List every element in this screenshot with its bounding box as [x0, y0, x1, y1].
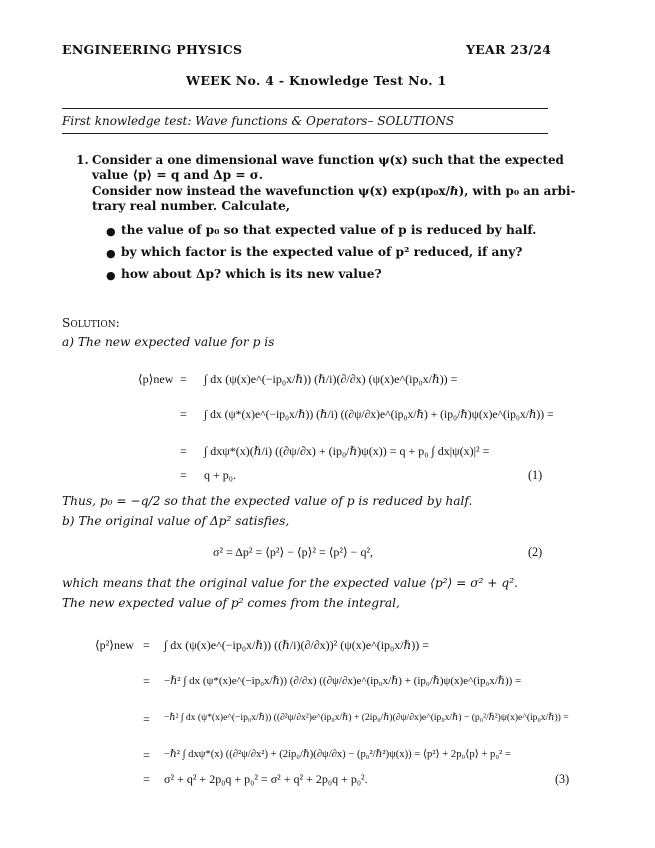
eq1-line-2: ∫ dx (ψ*(x)e^(−ip₀x/ℏ)) (ℏ/i) ((∂ψ/∂x)e^(ip₀x/ℏ) + (ip₀/ℏ)ψ(x)e^(ip₀x/ℏ)) = — [204, 408, 554, 421]
equals-sign: = — [143, 748, 150, 762]
academic-year: YEAR 23/24 — [466, 42, 552, 57]
equals-sign: = — [180, 468, 187, 482]
eq1-number: (1) — [528, 468, 543, 482]
bullet-icon: ● — [106, 225, 116, 238]
equals-sign: = — [143, 772, 150, 786]
bullet-icon: ● — [106, 269, 116, 282]
equals-sign: = — [143, 712, 150, 726]
subtitle: First knowledge test: Wave functions & Operators– SOLUTIONS — [62, 114, 455, 128]
question-bullet-3: how about Δp? which is its new value? — [121, 267, 382, 281]
question-number: 1. — [76, 153, 89, 167]
equals-sign: = — [143, 674, 150, 688]
eq3-line-5: σ² + q² + 2p₀q + p₀² = σ² + q² + 2p₀q + p₀². — [164, 772, 368, 786]
course-title: ENGINEERING PHYSICS — [62, 42, 243, 57]
eq2-number: (2) — [528, 545, 543, 559]
solution-part-a: a) The new expected value for p is — [62, 335, 275, 349]
equals-sign: = — [180, 444, 187, 458]
eq1-line-3: ∫ dxψ*(x)(ℏ/i) ((∂ψ/∂x) + (ip₀/ℏ)ψ(x)) = q + p₀ ∫ dx|ψ(x)|² = — [204, 444, 490, 458]
eq1-line-4: q + p₀. — [204, 468, 236, 482]
question-bullet-1: the value of p₀ so that expected value of p is reduced by half. — [121, 223, 537, 237]
equals-sign: = — [180, 372, 187, 386]
bullet-icon: ● — [106, 247, 116, 260]
eq1-line-1: ∫ dx (ψ(x)e^(−ip₀x/ℏ)) (ℏ/i)(∂/∂x) (ψ(x)e^(ip₀x/ℏ)) = — [204, 372, 458, 386]
question-line-3: Consider now instead the wavefunction ψ(x) exp(ıp₀x/ℏ), with p₀ an arbi- — [92, 184, 576, 198]
solution-heading: Solution: — [62, 316, 120, 330]
eq3-line-2: −ℏ² ∫ dx (ψ*(x)e^(−ip₀x/ℏ)) (∂/∂x) ((∂ψ/∂x)e^(ip₀x/ℏ) + (ip₀/ℏ)ψ(x)e^(ip₀x/ℏ)) = — [164, 675, 522, 687]
eq3-line-1: ∫ dx (ψ(x)e^(−ip₀x/ℏ)) ((ℏ/i)(∂/∂x))² (ψ(x)e^(ip₀x/ℏ)) = — [164, 638, 430, 652]
eq3-number: (3) — [555, 772, 570, 786]
equals-sign: = — [143, 638, 150, 652]
eq3-line-4: −ℏ² ∫ dxψ*(x) ((∂²ψ/∂x²) + (2ip₀/ℏ)(∂ψ/∂x) − (p₀²/ℏ²)ψ(x)) = ⟨p²⟩ + 2p₀⟨p⟩ + p₀² = — [164, 749, 511, 760]
bottom-rule — [62, 133, 548, 134]
question-line-4: trary real number. Calculate, — [92, 199, 290, 213]
equals-sign: = — [180, 407, 187, 421]
which-statement: which means that the original value for the expected value ⟨p²⟩ = σ² + q². — [62, 576, 518, 590]
eq1-lhs: ⟨p⟩new — [138, 372, 174, 386]
new-expected-statement: The new expected value of p² comes from the integral, — [62, 596, 400, 610]
eq3-line-3: −ℏ² ∫ dx (ψ*(x)e^(−ip₀x/ℏ)) ((∂²ψ/∂x²)e^(ip₀x/ℏ) + (2ip₀/ℏ)(∂ψ/∂x)e^(ip₀x/ℏ) − (p₀²/ℏ²)ψ(x)e^(ip₀x/ℏ)) = — [164, 712, 569, 723]
solution-part-b: b) The original value of Δp² satisfies, — [62, 514, 290, 528]
eq2: σ² = Δp² = ⟨p²⟩ − ⟨p⟩² = ⟨p²⟩ − q², — [213, 545, 374, 559]
week-title: WEEK No. 4 - Knowledge Test No. 1 — [186, 73, 447, 88]
question-line-2: value ⟨p⟩ = q and Δp = σ. — [92, 168, 264, 182]
top-rule — [62, 108, 548, 109]
question-bullet-2: by which factor is the expected value of p² reduced, if any? — [121, 245, 523, 259]
question-line-1: Consider a one dimensional wave function ψ(x) such that the expected — [92, 153, 564, 167]
eq3-lhs: ⟨p²⟩new — [95, 638, 134, 652]
thus-statement: Thus, p₀ = −q/2 so that the expected value of p is reduced by half. — [62, 494, 473, 508]
